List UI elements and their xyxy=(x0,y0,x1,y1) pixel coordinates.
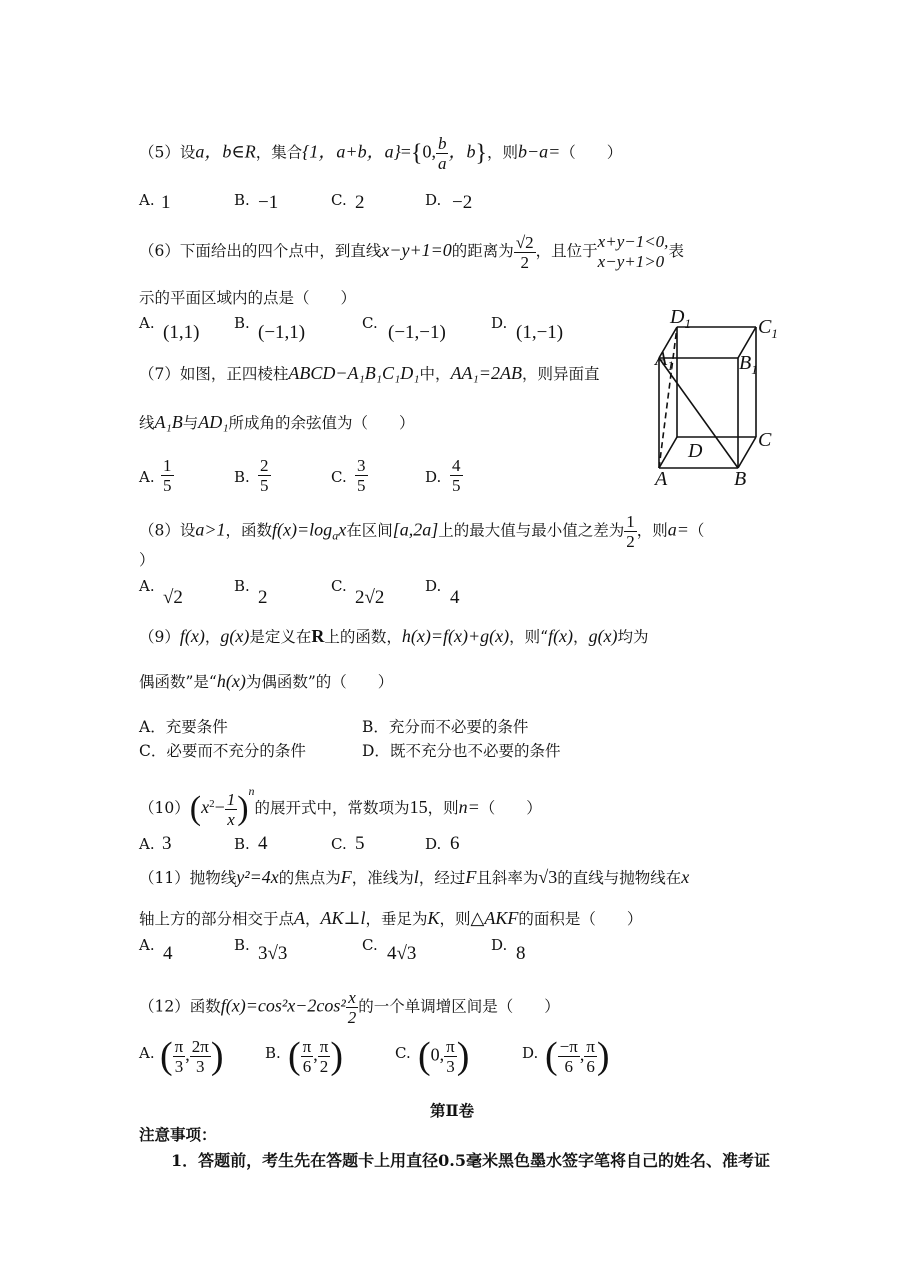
q12-opt-c-value: (0, $\frac{\pi}{3}$ ) xyxy=(418,1035,470,1077)
q11-stem-line2: 轴上方的部分相交于点A，AK⊥l，垂足为K，则△AKF的面积是（ ） xyxy=(139,908,643,928)
q7-stem-line2: 线A₁B与AD₁所成角的余弦值为（ ） xyxy=(139,412,415,432)
q6-opt-d-label: D. xyxy=(491,314,508,332)
q10-stem: $(10)(x^2-$ $\frac{1}{x}$ )$^n$的展开式中，常数项为15，则n=（ ） xyxy=(139,784,542,829)
q6-opt-c-value: (−1,−1) xyxy=(388,322,446,343)
q10-opt-c-value: 5 xyxy=(355,833,365,854)
q8-opt-c-label: C. xyxy=(331,577,347,595)
q5-opt-c-value: 2 xyxy=(355,192,365,213)
q11-stem: （11）抛物线y²=4x的焦点为F，准线为l，经过F且斜率为√3的直线与抛物线在x xyxy=(139,867,690,887)
q8-paren-close: ） xyxy=(139,551,155,569)
q12-opt-a-value: ( $\frac{\pi}{3}$ , $\frac{2\pi}{3}$ ) xyxy=(160,1035,224,1077)
q10-opt-d-label: D. xyxy=(425,835,442,853)
q5-opt-a-label: A. xyxy=(139,191,155,209)
q7-prism-figure xyxy=(650,305,790,490)
q10-opt-c-label: C. xyxy=(331,835,347,853)
q9-opt-c: C．必要而不充分的条件 xyxy=(139,742,306,760)
label-c: C xyxy=(758,429,772,451)
q5-opt-b-value: −1 xyxy=(258,192,279,213)
q5-opt-a-value: 1 xyxy=(161,192,171,213)
q11-opt-b-label: B. xyxy=(234,936,250,954)
q11-opt-c-label: C. xyxy=(362,936,378,954)
q5-opt-d-value: −2 xyxy=(452,192,473,213)
q7-stem: （7）如图，正四棱柱ABCD−A₁B₁C₁D₁中，AA₁=2AB，则异面直 xyxy=(139,363,600,383)
q6-opt-a-label: A. xyxy=(139,314,155,332)
q9-stem-line2: 偶函数”是“h(x)为偶函数”的（ ） xyxy=(139,671,394,691)
q8-stem: （8）设a>1，函数$f(x)=\log_ax$在区间[a,2a]上的最大值与最小值之差为 $\frac{1}{2}$ ，则a=（ xyxy=(139,512,705,551)
q12-opt-b-label: B. xyxy=(265,1044,281,1062)
q12-opt-d-label: D. xyxy=(522,1044,539,1062)
q8-opt-a-value: √2 xyxy=(163,587,183,608)
q7-opt-a-value: $\frac{1}{5}$ xyxy=(163,456,172,495)
section-title: 第Ⅱ卷 xyxy=(430,1101,475,1120)
q5-opt-d-label: D. xyxy=(425,191,442,209)
label-c1: $C_1$ xyxy=(758,316,778,341)
q5-opt-b-label: B. xyxy=(234,191,250,209)
q6-opt-a-value: (1,1) xyxy=(163,322,200,343)
q7-opt-d-value: $\frac{4}{5}$ xyxy=(452,456,461,495)
q9-stem: （9）f(x)，g(x)是定义在R上的函数，h(x)=f(x)+g(x)，则“f(x)，g(x)均为 xyxy=(139,626,649,646)
q11-opt-a-label: A. xyxy=(139,936,155,954)
q8-opt-d-value: 4 xyxy=(450,587,460,608)
q6-opt-b-label: B. xyxy=(234,314,250,332)
q11-opt-c-value: 4√3 xyxy=(387,943,417,964)
q12-opt-d-value: ( $\frac{-\pi}{6}$ , $\frac{\pi}{6}$ ) xyxy=(545,1035,610,1077)
notice-item-1: 1．答题前，考生先在答题卡上用直径0.5毫米黑色墨水签字笔将自己的姓名、准考证 xyxy=(171,1151,770,1170)
q10-opt-b-label: B. xyxy=(234,835,250,853)
q7-opt-b-label: B. xyxy=(234,468,250,486)
q5-opt-c-label: C. xyxy=(331,191,347,209)
label-d1: $D_1$ xyxy=(670,306,691,331)
q12-opt-c-label: C. xyxy=(395,1044,411,1062)
q8-opt-d-label: D. xyxy=(425,577,442,595)
q11-opt-b-value: 3√3 xyxy=(258,943,288,964)
q10-opt-d-value: 6 xyxy=(450,833,460,854)
q9-opt-b: B．充分而不必要的条件 xyxy=(362,718,529,736)
q10-opt-a-value: 3 xyxy=(162,833,172,854)
q7-opt-b-value: $\frac{2}{5}$ xyxy=(260,456,269,495)
q7-opt-d-label: D. xyxy=(425,468,442,486)
q8-opt-b-value: 2 xyxy=(258,587,268,608)
label-b: B xyxy=(734,468,747,490)
notice-heading: 注意事项： xyxy=(139,1125,217,1144)
q9-opt-a: A．充要条件 xyxy=(139,718,228,736)
q8-opt-a-label: A. xyxy=(139,577,155,595)
q12-opt-a-label: A. xyxy=(139,1044,155,1062)
q8-opt-b-label: B. xyxy=(234,577,250,595)
q6-opt-c-label: C. xyxy=(362,314,378,332)
q10-opt-b-value: 4 xyxy=(258,833,268,854)
label-a: A xyxy=(655,468,668,490)
q11-opt-d-label: D. xyxy=(491,936,508,954)
q8-opt-c-value: 2√2 xyxy=(355,587,385,608)
q12-opt-b-value: ( $\frac{\pi}{6}$ , $\frac{\pi}{2}$ ) xyxy=(288,1035,343,1077)
q11-opt-d-value: 8 xyxy=(516,943,526,964)
q6-stem-line2: 示的平面区域内的点是（ ） xyxy=(139,289,357,307)
q6-opt-d-value: (1,−1) xyxy=(516,322,564,343)
q12-stem: （12）函数f(x)=cos²x−2cos² $\frac{x}{2}$ 的一个单调增区间是（ ） xyxy=(139,988,560,1027)
q9-opt-d: D．既不充分也不必要的条件 xyxy=(362,742,561,760)
q5-stem: （5）设a，b∈R，集合{1，a+b，a}={0, $\frac{b}{a}$ ，b}，则b−a=（ ） xyxy=(139,134,623,173)
label-d: D xyxy=(688,440,703,462)
q6-stem: （6）下面给出的四个点中，到直线x−y+1=0的距离为 $\frac{√2}{2}$ ，且位于 x+y−1<0, x−y+1>0 表 xyxy=(139,232,684,272)
q10-opt-a-label: A. xyxy=(139,835,155,853)
q11-opt-a-value: 4 xyxy=(163,943,173,964)
label-b1: $B_1$ xyxy=(739,352,758,377)
q7-opt-c-label: C. xyxy=(331,468,347,486)
label-a1: $A_1$ xyxy=(655,348,674,373)
q7-opt-c-value: $\frac{3}{5}$ xyxy=(357,456,366,495)
q7-opt-a-label: A. xyxy=(139,468,155,486)
q6-opt-b-value: (−1,1) xyxy=(258,322,306,343)
